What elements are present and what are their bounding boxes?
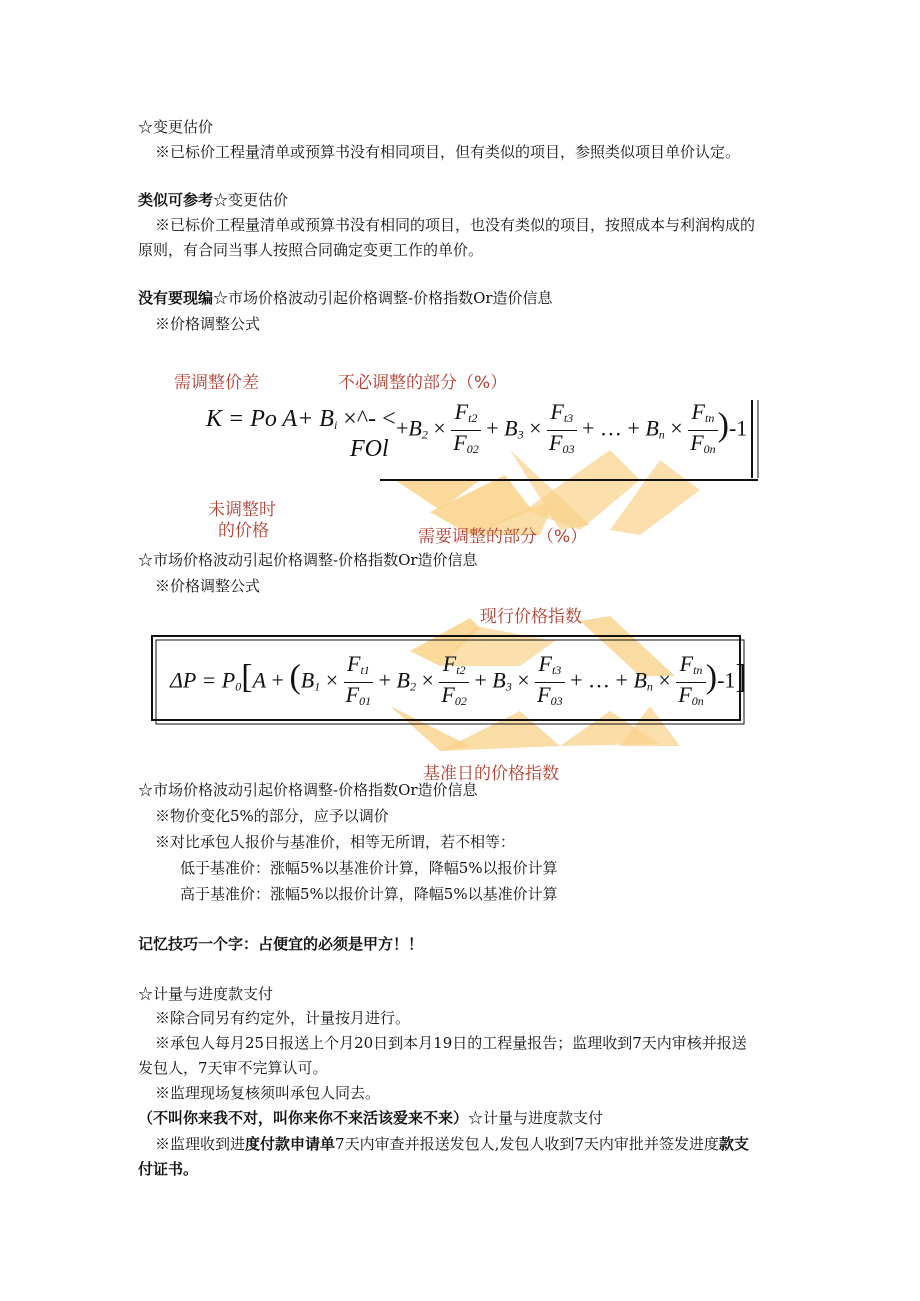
formula1-figure: [140, 360, 780, 550]
formula1-frac-n: $\frac{F_{tn}}{F_{0n}}$: [690, 399, 716, 456]
section2-title: ☆变更估价: [213, 191, 289, 209]
formula1-part1: K = Po $A+ B_i$ ×^- <: [206, 406, 396, 432]
formula2-anno-current-index: 现行价格指数: [480, 607, 582, 627]
section7-title: ☆计量与进度款支付: [468, 1109, 604, 1127]
section5-sub1: 低于基准价：涨幅5%以基准价计算，降幅5%以报价计算: [180, 859, 558, 877]
formula1-anno-fixed-part: 不必调整的部分（%）: [338, 373, 508, 393]
section7-item-line2: 付证书。: [138, 1160, 199, 1178]
section5-item2: ※对比承包人报价与基准价，相等无所谓，若不相等：: [155, 833, 516, 851]
formula1-part2: FOl: [350, 436, 389, 462]
section7-bold: （不叫你来我不对，叫你来你不来活该爱来不来）: [138, 1109, 469, 1127]
formula1-anno-unadjusted-2: 的价格: [218, 521, 269, 541]
formula1-anno-unadjusted-1: 未调整时: [208, 500, 276, 520]
formula2-figure: [140, 596, 750, 786]
formula2-frac-3: $\frac{F_{t3}}{F_{03}}$: [537, 651, 563, 708]
formula1-anno-price-diff: 需调整价差: [174, 373, 259, 393]
section5-title: ☆市场价格波动引起价格调整-价格指数Or造价信息: [138, 781, 478, 799]
formula1-frac-2: $\frac{F_{t2}}{F_{02}}$: [453, 399, 479, 456]
section3-item: ※价格调整公式: [155, 315, 261, 333]
section3-heading: [138, 288, 553, 308]
section2-item-line1: ※已标价工程量清单或预算书没有相同的项目，也没有类似的项目，按照成本与利润构成的: [155, 216, 756, 234]
formula2-frac-1: $\frac{F_{t1}}{F_{01}}$: [345, 651, 372, 708]
section7-item-line1: ※监理收到进度付款申请单7天内审查并报送发包人,发包人收到7天内审批并签发进度款支: [155, 1135, 749, 1153]
section1-item: ※已标价工程量清单或预算书没有相同项目，但有类似的项目，参照类似项目单价认定。: [155, 143, 741, 161]
section6-item2-line1: ※承包人每月25日报送上个月20日到本月19日的工程量报告；监理收到7天内审核并报送: [155, 1034, 747, 1052]
section4-title: ☆市场价格波动引起价格调整-价格指数Or造价信息: [138, 551, 478, 569]
section4-item: ※价格调整公式: [155, 577, 261, 595]
section1-title: ☆变更估价: [138, 118, 214, 136]
section5-item1: ※物价变化5%的部分，应予以调价: [155, 807, 389, 825]
formula2-anno-base-index: 基准日的价格指数: [423, 764, 559, 784]
section7-heading: [138, 1108, 603, 1128]
section6-item3: ※监理现场复核须叫承包人同去。: [155, 1084, 381, 1102]
formula2-frac-n: $\frac{F_{tn}}{F_{0n}}$: [678, 651, 704, 708]
section2-item-line2: 原则，有合同当事人按照合同确定变更工作的单价。: [138, 241, 484, 259]
section6-item2-line2: 发包人，7天审不完算认可。: [138, 1059, 328, 1077]
formula1-anno-adjusted-part: 需要调整的部分（%）: [418, 527, 588, 547]
formula1-rhs: $+B_2$ × $\frac{F_{t2}}{F_{02}}$ + $B_3$ × $\frac{F_{t3}}{F_{03}}$ + … + $B_n$ × $\frac{F_{tn}}{F_{0n}}$ )-1: [396, 400, 747, 461]
section3-title: ☆市场价格波动引起价格调整-价格指数Or造价信息: [213, 289, 553, 307]
section3-bold: 没有要现编: [138, 289, 214, 307]
formula2-frac-2: $\frac{F_{t2}}{F_{02}}$: [441, 651, 467, 708]
formula1-frac-3: $\frac{F_{t3}}{F_{03}}$: [549, 399, 575, 456]
section2-bold: 类似可参考: [138, 191, 214, 209]
section6-title: ☆计量与进度款支付: [138, 985, 274, 1003]
memo-line: [138, 934, 423, 954]
section2-heading: [138, 190, 288, 210]
section6-item1: ※除合同另有约定外，计量按月进行。: [155, 1009, 411, 1027]
section5-sub2: 高于基准价：涨幅5%以报价计算，降幅5%以基准价计算: [180, 885, 558, 903]
formula2-expression: $\Delta P = P_0[A + (B_1$ × $\frac{F_{t1}}{F_{01}}$ + $B_2$ × $\frac{F_{t2}}{F_{02}}$ + $B_3$ × $\frac{F_{t3}}{F_{03}}$ + … + $B_n$ × $\frac{F_{tn}}{F_{0n}}$ )-1]: [170, 652, 747, 713]
memo-text: 记忆技巧一个字：占便宜的必须是甲方！！: [138, 935, 424, 953]
